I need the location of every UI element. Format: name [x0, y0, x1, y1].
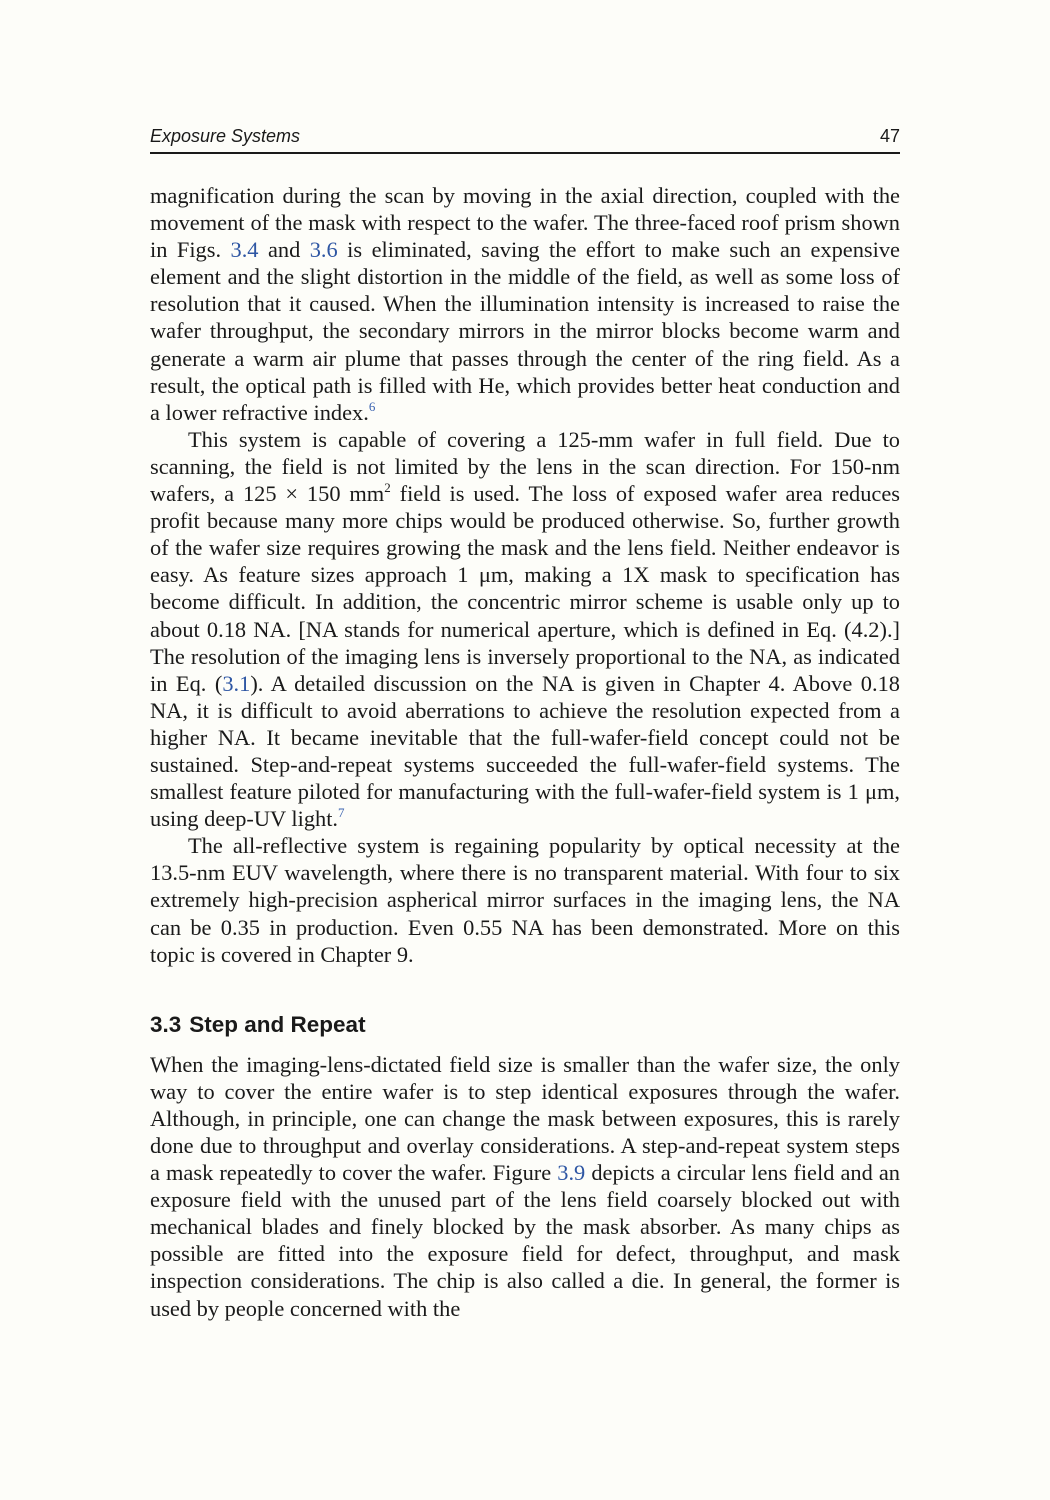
citation-reference-link[interactable]: 6: [368, 398, 376, 414]
figure-reference-link[interactable]: 3.6: [309, 237, 338, 263]
paragraph-text: is eliminated, saving the effort to make such an expensive element and the slight distortion in the middle of the field, as well as some loss of resolution that it caused. When the illumination intensity is increased to raise the wafer throughput, the secondary mirrors in the mirror blocks become warm and generate a warm air plume that passes through the center of the ring field. As a result, the optical path is filled with He, which provides better heat conduction and a lower refractive index.: [150, 237, 900, 425]
paragraph-text: field is used. The loss of exposed wafer area reduces profit because many more chips would be produced otherwise. So, further growth of the wafer size requires growing the mask and the lens field. Neither endeavor is easy. As feature sizes approach 1 μm, making a 1X mask to specification has become difficult. In addition, the concentric mirror scheme is usable only up to about 0.18 NA. [NA stands for numerical aperture, which is defined in Eq. (4.2).] The resolution of the imaging lens is inversely proportional to the NA, as indicated in Eq. (: [150, 481, 900, 696]
paragraph-text: and: [258, 237, 310, 263]
body-text: [150, 182, 900, 1322]
equation-reference-link[interactable]: 3.1: [222, 670, 251, 696]
page-number: 47: [879, 126, 900, 146]
paragraph-3: [150, 832, 900, 967]
running-header: [150, 126, 900, 154]
paragraph-text: depicts a circular lens field and an exposure field with the unused part of the lens field coarsely blocked out with mechanical blades and finely blocked by the mask absorber. As many chips as possible are fitted into the exposure field for defect, throughput, and mask inspection considerations. The chip is also called a die. In general, the former is used by people concerned with the: [150, 1160, 900, 1321]
paragraph-1: [150, 182, 900, 426]
figure-reference-link[interactable]: 3.4: [230, 237, 259, 263]
paragraph-2: [150, 426, 900, 832]
section-heading: [150, 1011, 900, 1039]
citation-reference-link[interactable]: 7: [338, 805, 345, 821]
paragraph-text: When the imaging-lens-dictated field size is smaller than the wafer size, the only way to cover the entire wafer is to step identical exposures through the wafer. Although, in principle, one can change the mask between exposures, this is rarely done due to throughput and overlay considerations. A step-and-repeat system steps a mask repeatedly to cover the wafer. Figure: [150, 1051, 900, 1186]
paragraph-text: magnification during the scan by moving in the axial direction, coupled with the movement of the mask with respect to the wafer. The three-faced roof prism shown in Figs.: [150, 183, 900, 263]
section-title: Step and Repeat: [189, 1011, 366, 1037]
chapter-title: Exposure Systems: [150, 126, 301, 146]
figure-reference-link[interactable]: 3.9: [557, 1160, 586, 1186]
paragraph-text: ). A detailed discussion on the NA is given in Chapter 4. Above 0.18 NA, it is difficult to avoid aberrations to achieve the resolution expected from a higher NA. It became inevitable that the full-wafer-field concept could not be sustained. Step-and-repeat systems succeeded the full-wafer-field systems. The smallest feature piloted for manufacturing with the full-wafer-field system is 1 μm, using deep-UV light.: [150, 670, 900, 832]
section-number: 3.3: [150, 1011, 182, 1037]
paragraph-text: This system is capable of covering a 125-mm wafer in full field. Due to scanning, the field is not limited by the lens in the scan direction. For 150-nm wafers, a 125 × 150 mm: [150, 426, 900, 507]
superscript-exponent: 2: [384, 480, 391, 496]
paragraph-4: [150, 1051, 900, 1322]
paragraph-text: The all-reflective system is regaining popularity by optical necessity at the 13.5-nm EUV wavelength, where there is no transparent material. With four to six extremely high-precision aspherical mirror surfaces in the imaging lens, the NA can be 0.35 in production. Even 0.55 NA has been demonstrated. More on this topic is covered in Chapter 9.: [150, 833, 900, 967]
